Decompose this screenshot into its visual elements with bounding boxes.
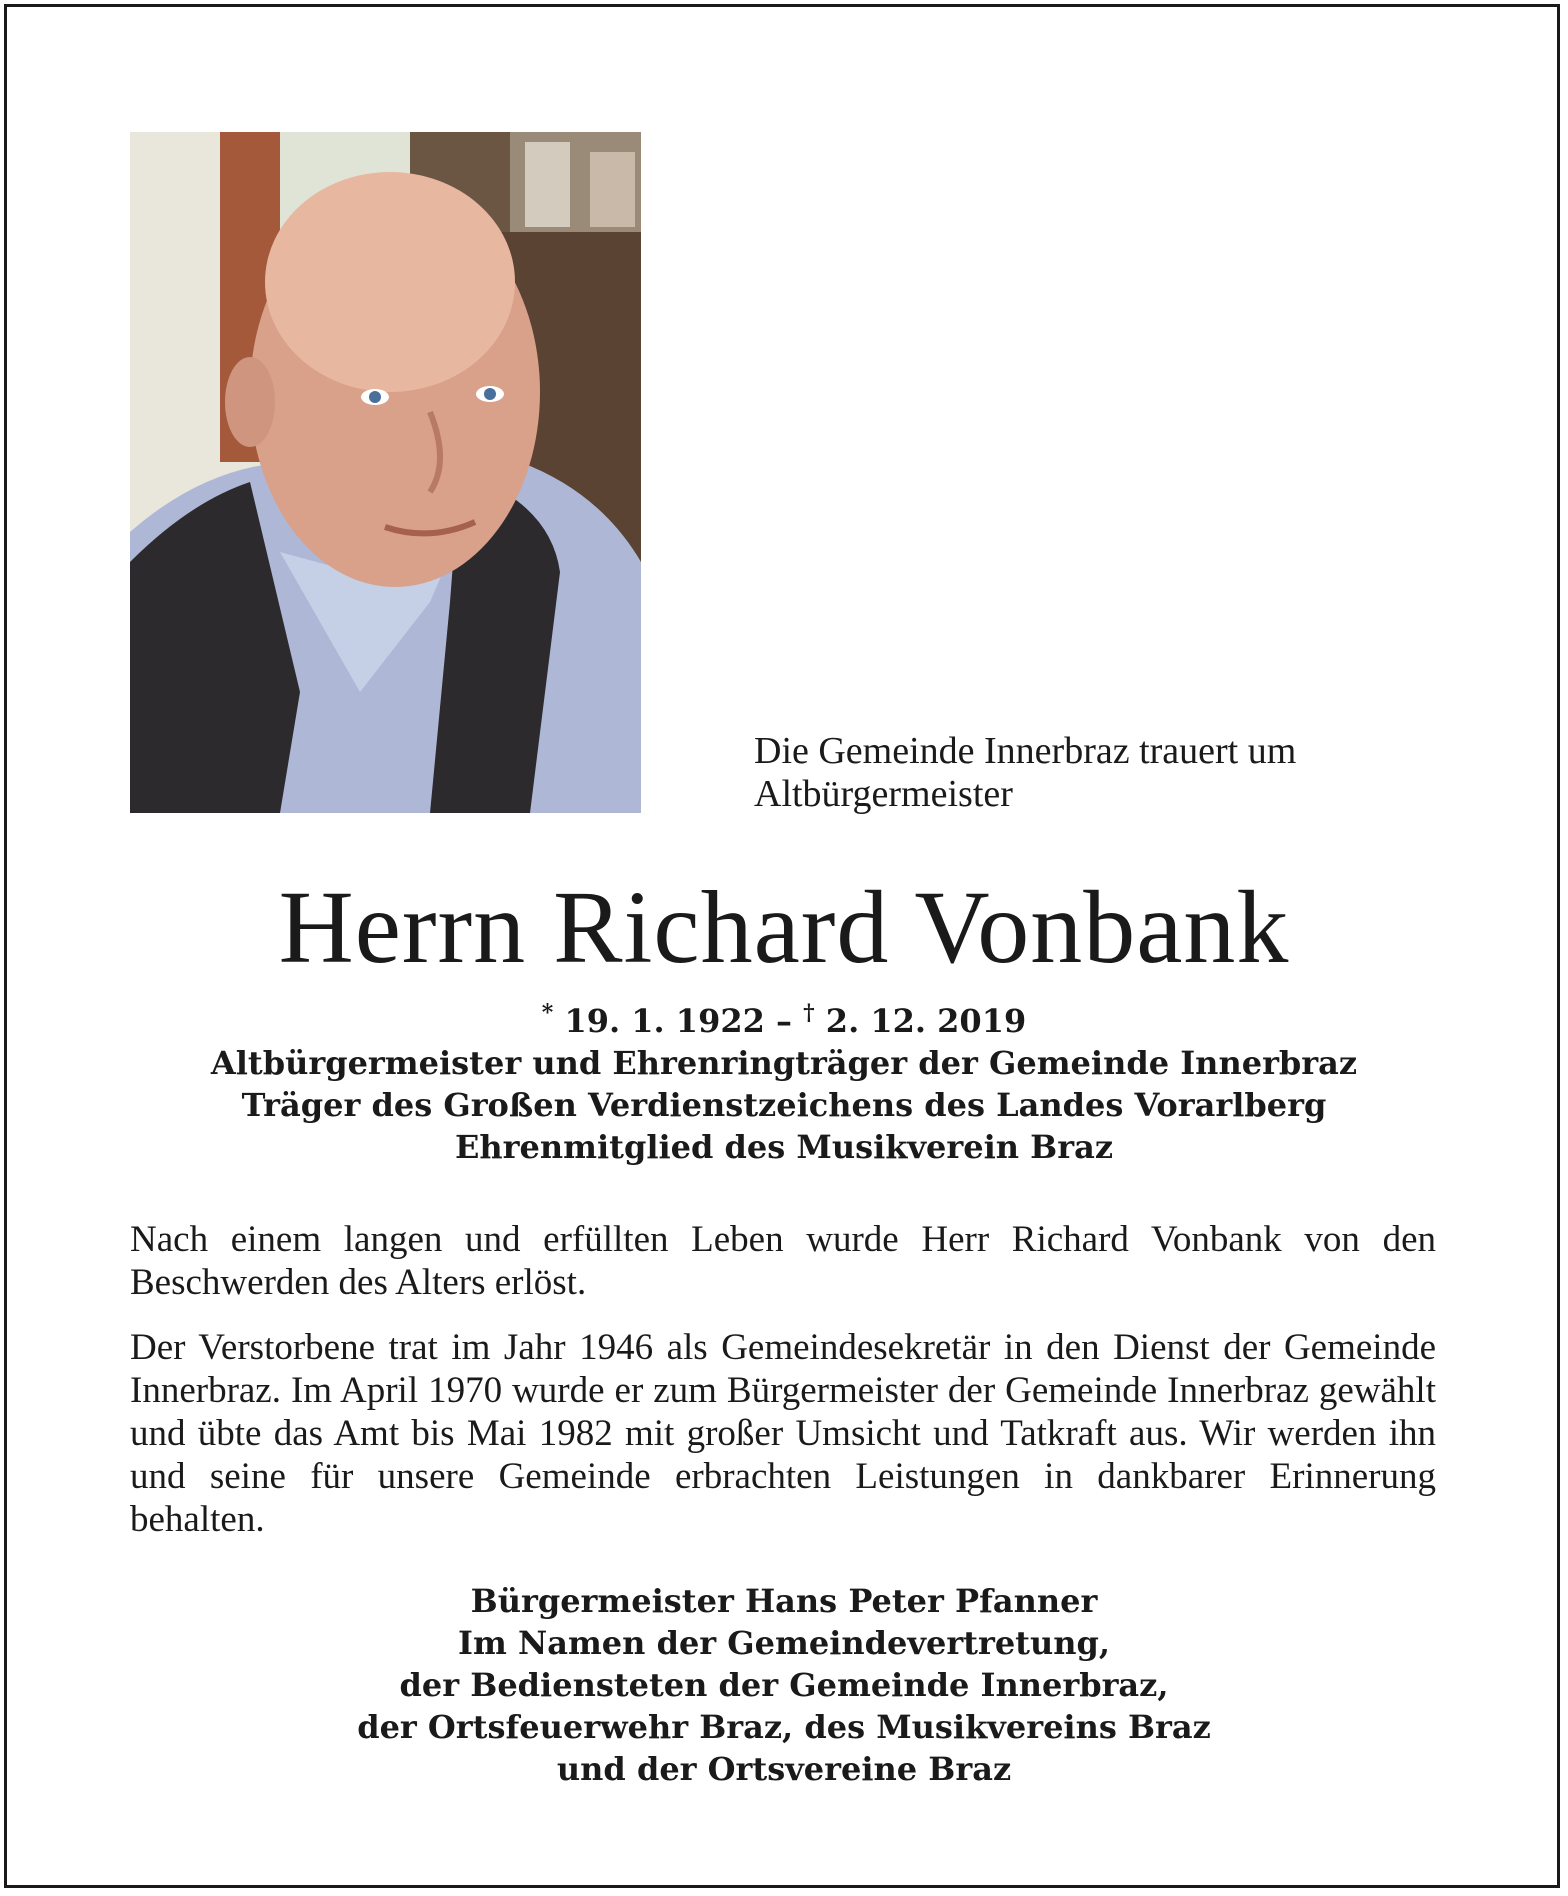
signature-line: der Bediensteten der Gemeinde Innerbraz, (399, 1666, 1169, 1704)
intro-text (754, 730, 1438, 816)
signature-line: Im Namen der Gemeindevertretung, (457, 1624, 1110, 1662)
date-separator: – (764, 1002, 804, 1040)
body-paragraph-2: Der Verstorbene trat im Jahr 1946 als Gemeindesekretär in den Dienst der Gemeinde Innerbraz. Im April 1970 wurde er zum Bürgermeister der Gemeinde Innerbraz gewählt und übte das Amt bis Mai 1982 mit großer Umsicht und Tatkraft aus. Wir werden ihn und seine für unsere Gemeinde erbrachten Leistungen in dankbarer Erinnerung behalten. (130, 1327, 1436, 1540)
signature-line: Bürgermeister Hans Peter Pfanner (470, 1582, 1098, 1620)
deceased-name: Herrn Richard Vonbank (278, 870, 1290, 985)
honor-title: Träger des Großen Verdienstzeichens des Landes Vorarlberg (241, 1086, 1327, 1124)
honor-title: Ehrenmitglied des Musikverein Braz (455, 1128, 1113, 1166)
portrait-photo (130, 132, 641, 813)
intro-line-2: Altbürgermeister (754, 773, 1013, 815)
death-date: 2. 12. 2019 (825, 1002, 1027, 1040)
birth-symbol: * (541, 1000, 554, 1026)
signature-line: der Ortsfeuerwehr Braz, des Musikvereins Braz (357, 1708, 1211, 1746)
death-symbol: † (803, 1000, 815, 1026)
body-paragraph-1: Nach einem langen und erfüllten Leben wurde Herr Richard Vonbank von den Beschwerden des Alters erlöst. (130, 1219, 1436, 1303)
signature-line: und der Ortsvereine Braz (556, 1750, 1012, 1788)
honor-title: Altbürgermeister und Ehrenringträger der Gemeinde Innerbraz (210, 1044, 1358, 1082)
obituary-body (130, 1218, 1436, 1563)
life-dates (0, 1000, 1568, 1042)
intro-line-1: Die Gemeinde Innerbraz trauert um (754, 730, 1297, 772)
birth-date: 19. 1. 1922 (564, 1002, 765, 1040)
honors-block (0, 1000, 1568, 1168)
signature-block (0, 1580, 1568, 1790)
